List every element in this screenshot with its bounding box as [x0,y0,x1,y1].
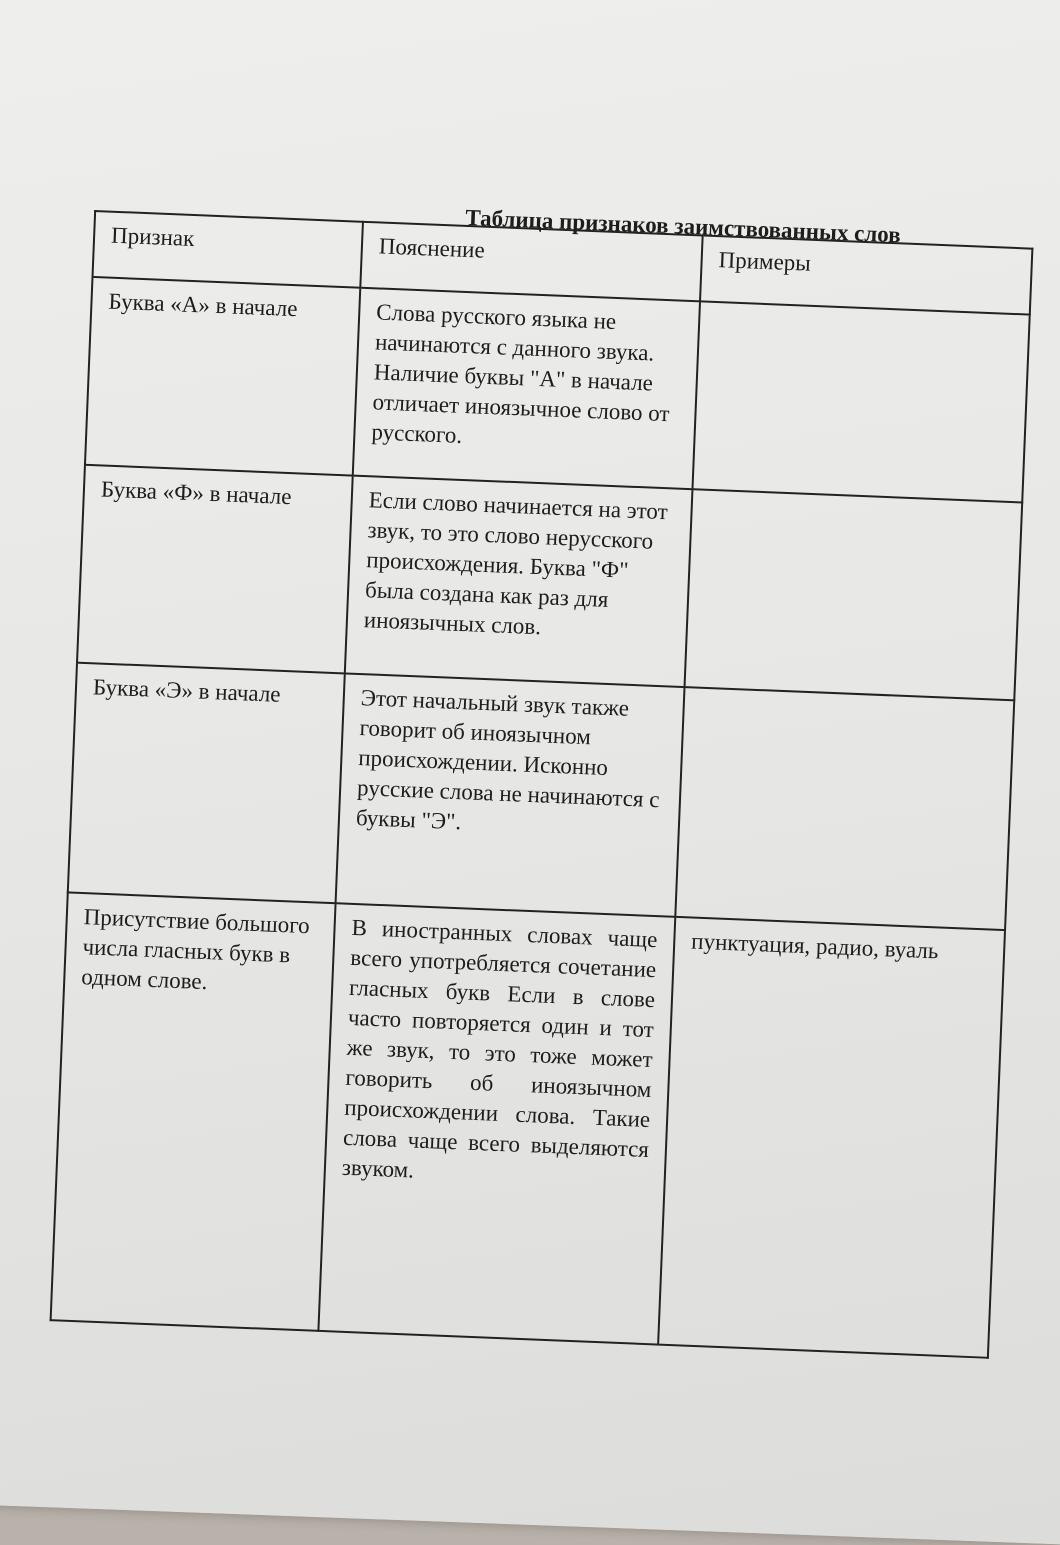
cell-examples [685,489,1023,700]
cell-explanation: Если слово начинается на этот звук, то это слово нерусского происхождения. Буква "Ф" была создана как раз для иноязычных слов. [345,476,693,687]
cell-sign: Буква «Ф» в начале [77,465,353,674]
table-row [77,465,1022,700]
cell-sign: Присутствие большого числа гласных букв в одном слове. [51,892,336,1330]
header-explanation: Пояснение [360,222,702,302]
cell-sign: Буква «Э» в начале [68,663,345,904]
table-row [51,892,1005,1357]
cell-examples [692,301,1029,502]
cell-sign: Буква «А» в начале [85,277,360,476]
table-row [68,663,1014,930]
header-examples: Примеры [700,235,1032,314]
table-title: Таблица признаков заимствованных слов [464,204,902,248]
document [50,190,1033,1359]
cell-explanation: Слова русского языка не начинаются с данного звука. Наличие буквы "А" в начале отличает иноязычное слово от русского. [353,288,700,489]
cell-explanation: В иностранных словах чаще всего употребляется сочетание гласных букв Если в слове часто повторяется один и тот же звук, то это тоже может говорить об иноязычном происхождении слова. Такие слова чаще всего выделяются звуком. [318,903,675,1344]
cell-explanation: Этот начальный звук также говорит об иноязычном происхождении. Исконно русские слова не начинаются с буквы "Э". [336,673,685,916]
header-sign: Признак [93,211,363,288]
cell-examples: пунктуация, радио, вуаль [658,917,1005,1358]
borrowed-words-table [50,210,1034,1359]
table-row [85,277,1030,502]
cell-examples [675,687,1014,930]
